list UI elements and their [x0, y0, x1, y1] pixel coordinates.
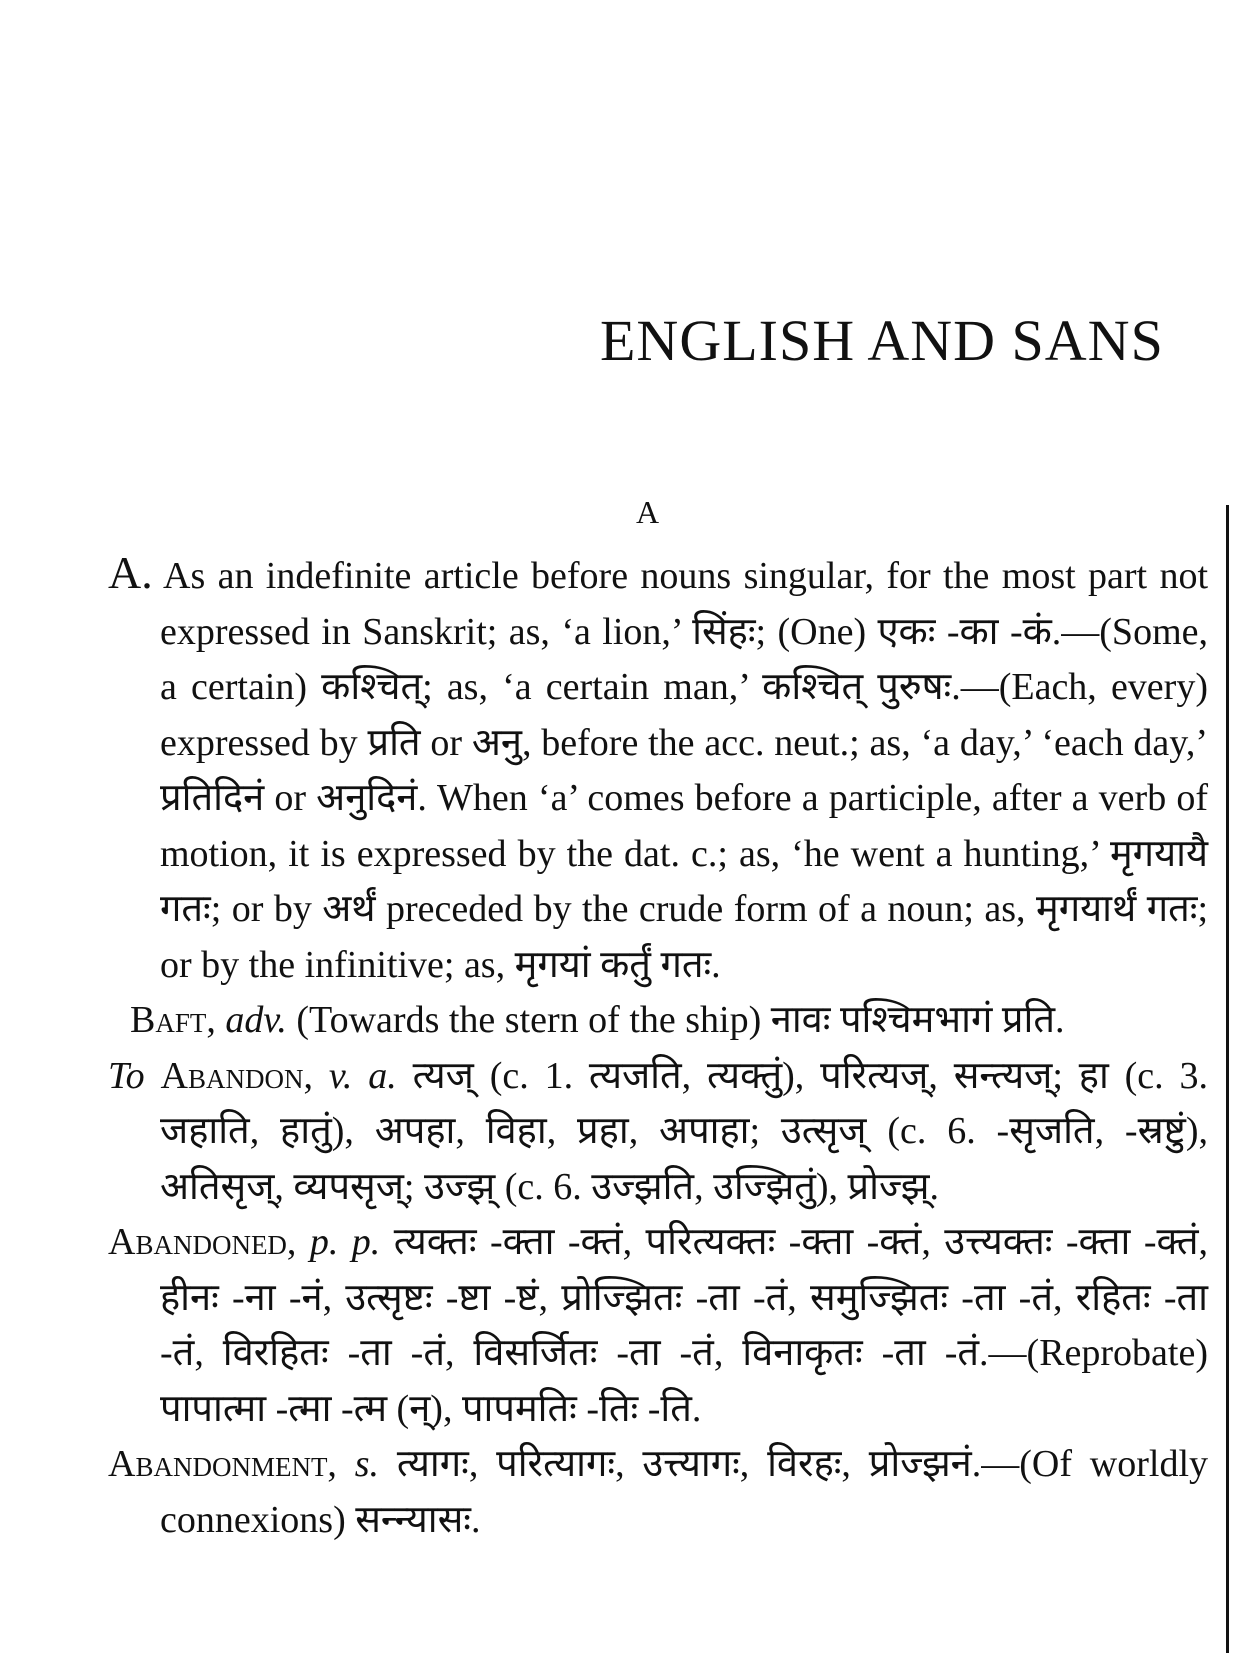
page-title: ENGLISH AND SANS — [600, 308, 1164, 373]
entry-text: (Towards the stern of the ship) नावः पश्चिमभागं प्रति. — [296, 999, 1065, 1041]
entry-pos: s. — [354, 1443, 380, 1485]
entry-prefix: To — [108, 1054, 145, 1097]
entry-headword: Abandon, — [160, 1054, 313, 1097]
entry-a — [108, 545, 1208, 993]
entry-text: त्यागः, परित्यागः, उत्त्यागः, विरहः, प्रोज्झनं.—(Of worldly connexions) सन्न्यासः. — [160, 1443, 1209, 1541]
entry-text: त्यज् (c. 1. त्यजति, त्यक्तुं), परित्यज्, सन्त्यज्; हा (c. 3. जहाति, हातुं), अपहा, विहा, प्रहा, अपाहा; उत्सृज् (c. 6. -सृजति, -स्रष्टुं), अतिसृज्, व्यपसृज्; उज्झ् (c. 6. उज्झति, उज्झितुं), प्रोज्झ्. — [160, 1054, 1209, 1208]
entry-headword: Baft, — [130, 999, 216, 1041]
entry-text: As an indefinite article before nouns singular, for the most part not expressed in Sanskrit; as, ‘a lion,’ सिंहः; (One) एकः -का -कं.—(Some, a certain) कश्चित्; as, ‘a certain man,’ कश्चित् पुरुषः.—(Each, every) expressed by प्रति or अनु, before the acc. neut.; as, ‘a day,’ ‘each day,’ प्रतिदिनं or अनुदिनं. When ‘a’ comes before a participle, after a verb of motion, it is expressed by the dat. c.; as, ‘he went a hunting,’ मृगयायै गतः; or by अर्थं preceded by the crude form of a noun; as, मृगयार्थं गतः; or by the infinitive; as, मृगयां कर्तुं गतः. — [160, 555, 1208, 986]
entry-headword: Abandoned, — [108, 1221, 297, 1263]
dictionary-entries — [108, 545, 1208, 1548]
entry-pos: v. a. — [328, 1054, 397, 1097]
entry-abandonment — [108, 1437, 1208, 1548]
entry-abandoned — [108, 1215, 1208, 1437]
entry-abandon — [108, 1049, 1208, 1216]
entry-pos: adv. — [225, 999, 287, 1041]
entry-headword: Abandonment, — [108, 1443, 337, 1485]
entry-headword: A. — [108, 547, 153, 598]
section-letter: A — [636, 494, 660, 530]
entry-text: त्यक्तः -क्ता -क्तं, परित्यक्तः -क्ता -क्तं, उत्त्यक्तः -क्ता -क्तं, हीनः -ना -नं, उत्सृष्टः -ष्टा -ष्टं, प्रोज्झितः -ता -तं, समुज्झितः -ता -तं, रहितः -ता -तं, विरहितः -ता -तं, विसर्जितः -ता -तं, विनाकृतः -ता -तं.—(Reprobate) पापात्मा -त्मा -त्म (न्), पापमतिः -तिः -ति. — [160, 1221, 1209, 1430]
column-rule — [1226, 505, 1229, 1653]
entry-pos: p. p. — [309, 1221, 381, 1263]
entry-abaft — [108, 993, 1208, 1049]
